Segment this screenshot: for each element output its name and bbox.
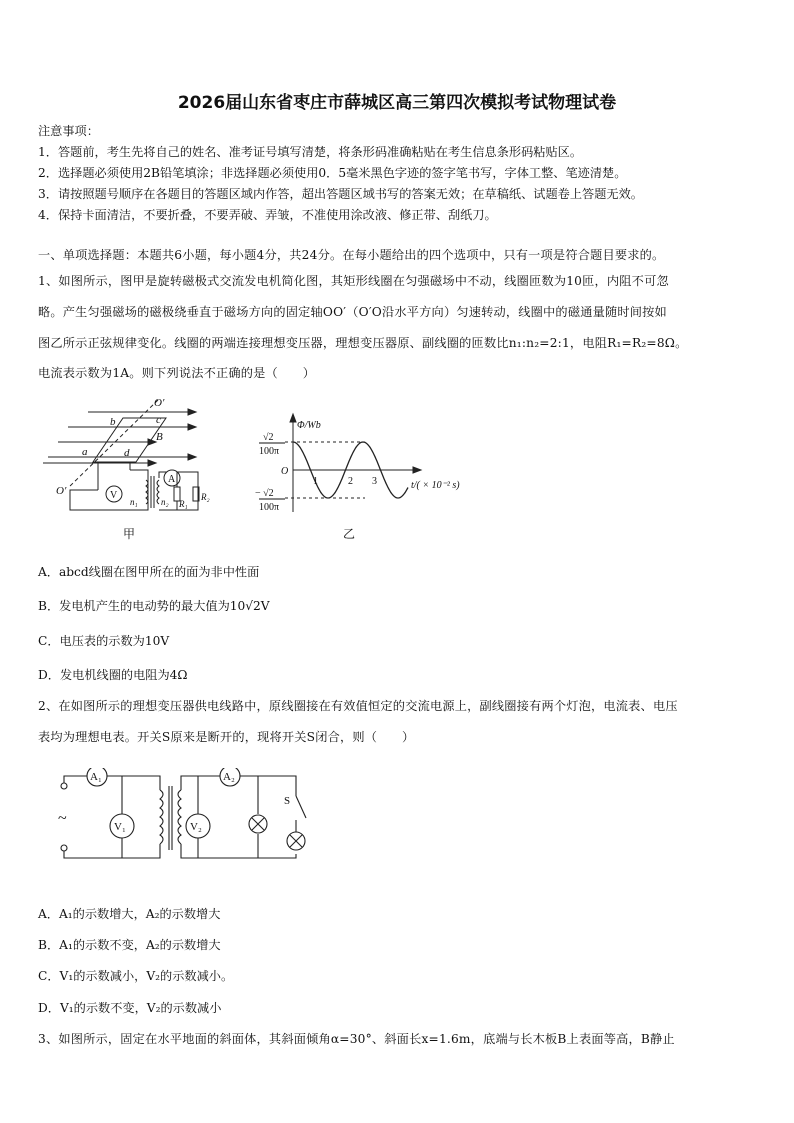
page-title: 2026届山东省枣庄市薛城区高三第四次模拟考试物理试卷 bbox=[177, 93, 617, 113]
label-origin: O bbox=[281, 466, 289, 477]
q3-line-1: 3、如图所示，固定在水平地面的斜面体，其斜面倾角α=30°、斜面长x=1.6m，底端与长木板B上表面等高，B静止 bbox=[38, 1032, 675, 1046]
secondary-coil bbox=[178, 790, 181, 844]
q1-line-1: 1、如图所示，图甲是旋转磁极式交流发电机简化图，其矩形线圈在匀强磁场中不动，线圈匝数为10匝，内阻不可忽 bbox=[38, 274, 669, 288]
tick-1: 1 bbox=[313, 476, 318, 487]
label-t-axis: t/( × 10⁻² s) bbox=[411, 480, 460, 491]
phi-axis-arrow bbox=[290, 414, 296, 422]
label-ammeter: A bbox=[168, 474, 176, 485]
q1-option-b: B．发电机产生的电动势的最大值为10√2V bbox=[38, 599, 270, 613]
notice-item-1: 1．答题前，考生先将自己的姓名、准考证号填写清楚，将条形码准确粘贴在考生信息条形码粘贴区。 bbox=[38, 145, 583, 159]
label-v1: V₁ bbox=[114, 821, 126, 833]
q2-option-b: B．A₁的示数不变，A₂的示数增大 bbox=[38, 938, 221, 952]
q1-option-c: C．电压表的示数为10V bbox=[38, 634, 170, 648]
q1-figure-yi bbox=[255, 412, 480, 547]
q1-option-d: D．发电机线圈的电阻为4Ω bbox=[38, 668, 188, 682]
wire bbox=[64, 776, 160, 790]
label-o-prime-bottom: O′ bbox=[56, 485, 67, 497]
label-phi-axis: Φ/Wb bbox=[297, 420, 321, 431]
label-y-neg-den: 100π bbox=[259, 502, 280, 513]
label-r2: R₂ bbox=[201, 492, 210, 502]
q1-line-4: 电流表示数为1A。则下列说法不正确的是（ ） bbox=[38, 366, 316, 380]
axis-OO bbox=[68, 400, 158, 488]
label-b: b bbox=[110, 416, 116, 428]
switch-s[interactable] bbox=[296, 796, 306, 818]
label-r1: R₁ bbox=[179, 499, 188, 509]
notice-item-3: 3．请按照题号顺序在各题目的答题区域内作答，超出答题区域书写的答案无效；在草稿纸、试题卷上答题无效。 bbox=[38, 187, 643, 201]
primary-coil bbox=[160, 790, 163, 844]
label-y-pos-num: √2 bbox=[263, 432, 274, 443]
field-arrow bbox=[188, 424, 196, 430]
q1-option-a: A．abcd线圈在图甲所在的面为非中性面 bbox=[38, 565, 260, 579]
label-a: a bbox=[82, 446, 88, 458]
notice-item-2: 2．选择题必须使用2B铅笔填涂；非选择题必须使用0．5毫米黑色字迹的签字笔书写，字体工整、笔迹清楚。 bbox=[38, 166, 627, 180]
q1-line-3: 图乙所示正弦规律变化。线圈的两端连接理想变压器，理想变压器原、副线圈的匝数比n₁:n₂=2:1，电阻R₁=R₂=8Ω。 bbox=[38, 336, 688, 350]
secondary-coil bbox=[157, 480, 159, 504]
tick-3: 3 bbox=[372, 476, 377, 487]
field-arrow bbox=[188, 409, 196, 415]
notice-heading: 注意事项： bbox=[38, 124, 99, 138]
label-c: c bbox=[156, 414, 161, 426]
q2-option-a: A．A₁的示数增大，A₂的示数增大 bbox=[38, 907, 221, 921]
label-a1: A₁ bbox=[90, 771, 102, 783]
label-d: d bbox=[124, 447, 130, 459]
label-v2: V₂ bbox=[190, 821, 202, 833]
label-y-neg-num: − √2 bbox=[255, 488, 274, 499]
field-arrow bbox=[188, 454, 196, 460]
ac-source-symbol: ~ bbox=[58, 810, 67, 827]
figure-label-jia: 甲 bbox=[123, 527, 136, 541]
label-n2: n₂ bbox=[161, 497, 169, 507]
label-y-pos-den: 100π bbox=[259, 446, 280, 457]
q2-circuit-figure bbox=[50, 768, 320, 868]
terminal bbox=[61, 845, 67, 851]
tick-2: 2 bbox=[348, 476, 353, 487]
label-big-b: B bbox=[156, 431, 163, 443]
notice-item-4: 4．保持卡面清洁，不要折叠，不要弄破、弄皱，不准使用涂改液、修正带、刮纸刀。 bbox=[38, 208, 497, 222]
label-o-prime-top: O′ bbox=[154, 397, 165, 409]
q2-line-2: 表均为理想电表。开关S原来是断开的，现将开关S闭合，则（ ） bbox=[38, 730, 415, 744]
q1-line-2: 略。产生匀强磁场的磁极绕垂直于磁场方向的固定轴OO′（O′O沿水平方向）匀速转动，线圈中的磁通量随时间按如 bbox=[38, 305, 667, 319]
field-arrow bbox=[148, 460, 156, 466]
t-axis-arrow bbox=[413, 467, 421, 473]
figure-label-yi: 乙 bbox=[343, 527, 356, 541]
label-switch: S bbox=[284, 795, 291, 807]
q2-line-1: 2、在如图所示的理想变压器供电线路中，原线圈接在有效值恒定的交流电源上，副线圈接有两个灯泡，电流表、电压 bbox=[38, 699, 678, 713]
q1-figure-jia bbox=[38, 390, 228, 545]
section-heading: 一、单项选择题：本题共6小题，每小题4分，共24分。在每小题给出的四个选项中，只有一项是符合题目要求的。 bbox=[38, 248, 665, 262]
wire bbox=[64, 844, 160, 858]
q2-option-c: C．V₁的示数减小，V₂的示数减小。 bbox=[38, 969, 234, 983]
terminal bbox=[61, 783, 67, 789]
label-voltmeter: V bbox=[110, 490, 118, 501]
label-n1: n₁ bbox=[130, 497, 138, 507]
q2-option-d: D．V₁的示数不变，V₂的示数减小 bbox=[38, 1001, 222, 1015]
label-a2: A₂ bbox=[223, 771, 235, 783]
